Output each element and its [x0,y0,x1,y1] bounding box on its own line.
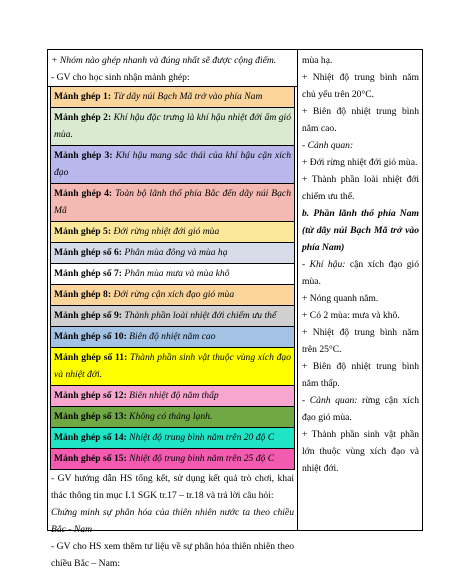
content-column [298,50,422,530]
content-line: + Nhiệt độ trung bình năm trên 25°C. [302,327,419,355]
content-line: mùa hạ. [302,55,333,66]
puzzle-piece [50,386,295,407]
content-label: - Cảnh quan: [302,395,358,406]
puzzle-piece-text: Khí hậu đặc trưng là khí hậu nhiệt đới ẩm gió mùa. [54,112,291,140]
puzzle-piece [50,449,295,470]
puzzle-piece-text: Không có tháng lạnh. [129,411,213,422]
summary-question: Chứng minh sự phân hóa của thiên nhiên nước ta theo chiều Bắc - Nam [51,507,294,535]
puzzle-piece-text: Nhiệt độ trung bình năm trên 25 độ C [129,453,275,464]
puzzle-piece [50,264,295,285]
puzzle-piece-text: Biên nhiệt độ năm thấp [129,390,219,401]
puzzle-piece [50,243,295,264]
puzzle-piece-list [48,86,297,470]
puzzle-piece-text: Từ dãy núi Bạch Mã trở vào phía Nam [113,91,263,102]
content-line: + Biên độ nhiệt trung bình năm thấp. [302,361,419,389]
content-line: + Thành phần sinh vật phần lớn thuộc vùng xích đạo và nhiệt đới. [302,429,419,474]
puzzle-piece-text: Đới rừng cận xích đạo gió mùa [113,289,235,300]
puzzle-piece [50,222,295,243]
puzzle-piece-label: Mảnh ghép số 12: [54,390,127,401]
content-line: + Có 2 mùa: mưa và khô. [302,310,400,321]
puzzle-piece-text: Biên độ nhiệt năm cao [129,331,216,342]
puzzle-piece [50,348,295,386]
puzzle-piece [50,285,295,306]
puzzle-piece-label: Mảnh ghép số 6: [54,247,122,258]
puzzle-piece [50,428,295,449]
content-line [302,392,419,426]
puzzle-piece-label: Mảnh ghép 2: [54,112,112,123]
puzzle-piece-label: Mảnh ghép số 15: [54,453,127,464]
puzzle-piece-label: Mảnh ghép số 9: [54,310,122,321]
puzzle-piece-label: Mảnh ghép 5: [54,226,112,237]
lesson-table [47,49,423,569]
puzzle-piece-label: Mảnh ghép số 10: [54,331,127,342]
puzzle-piece-label: Mảnh ghép số 14: [54,432,127,443]
activity-column [48,50,298,569]
puzzle-piece [50,146,295,184]
puzzle-piece [50,407,295,428]
content-line: + Nhiệt độ trung bình năm chủ yếu trên 20°C. [302,72,419,100]
puzzle-piece-text: Toàn bộ lãnh thổ phía Bắc đến dãy núi Bạch Mã [54,188,291,216]
content-line: - Cảnh quan: [302,140,354,151]
content-line: + Biên độ nhiệt trung bình năm cao. [302,106,419,134]
puzzle-piece-label: Mảnh ghép 1: [54,91,112,102]
content-line: + Đới rừng nhiệt đới gió mùa. [302,157,418,168]
content-line: + Thành phần loài nhiệt đới chiếm ưu thế. [302,174,419,202]
puzzle-piece-text: Đới rừng nhiệt đới gió mùa [113,226,220,237]
puzzle-piece-text: Thành phần sinh vật thuộc vùng xích đạo và nhiệt đới. [54,352,292,380]
puzzle-piece-text: Khí hậu mang sắc thái của khí hậu cận xích đạo [54,150,291,178]
puzzle-piece-label: Mảnh ghép 4: [54,188,113,199]
puzzle-piece-label: Mảnh ghép 3: [54,150,113,161]
section-heading: b. Phần lãnh thổ phía Nam (từ dãy núi Bạch Mã trở vào phía Nam) [302,208,419,253]
content-label: - Khí hậu: [302,259,346,270]
puzzle-piece [50,87,295,108]
puzzle-piece-label: Mảnh ghép số 7: [54,268,122,279]
content-text: rừng cận xích đạo gió mùa. [302,395,420,423]
puzzle-piece-label: Mảnh ghép 8: [54,289,112,300]
puzzle-piece [50,108,295,146]
content-text: cận xích đạo gió mùa. [302,259,419,287]
content-line: + Nóng quanh năm. [302,293,379,304]
puzzle-piece [50,327,295,348]
puzzle-piece-text: Thành phần loài nhiệt đới chiếm ưu thế [124,310,277,321]
puzzle-piece-text: Nhiệt độ trung bình năm trên 20 độ C [129,432,275,443]
intro-instruction: - GV cho học sinh nhận mảnh ghép: [51,72,190,83]
extra-material-note: - GV cho HS xem thêm tư liệu về sự phân hóa thiên nhiên theo chiều Bắc – Nam: [51,541,294,569]
puzzle-piece-label: Mảnh ghép số 13: [54,411,127,422]
puzzle-piece-text: Phân mùa đông và mùa hạ [124,247,228,258]
puzzle-piece [50,306,295,327]
puzzle-piece [50,184,295,222]
puzzle-piece-label: Mảnh ghép số 11: [54,352,128,363]
puzzle-piece-text: Phân mùa mưa và mùa khô [124,268,230,279]
content-line [302,256,419,290]
intro-rule: + Nhóm nào ghép nhanh và đúng nhất sẽ được cộng điểm. [51,55,277,66]
summary-instruction: - GV hướng dẫn HS tổng kết, sử dụng kết quả trò chơi, khai thác thông tin mục I.1 SGK tr.17 – tr.18 và trả lời câu hỏi: [51,473,294,501]
